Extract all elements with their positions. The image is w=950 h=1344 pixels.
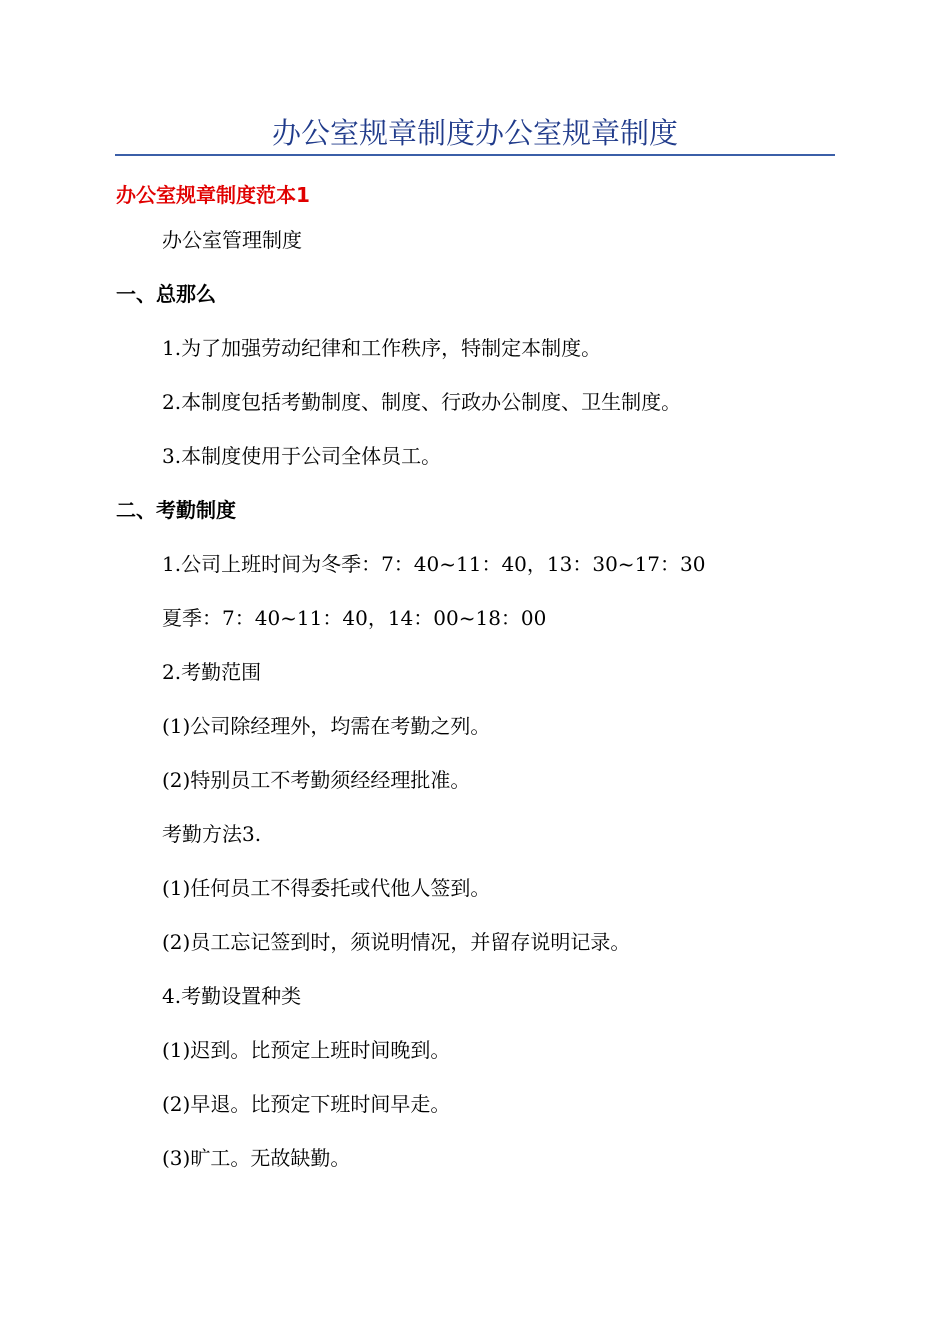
attendance-line: 1.公司上班时间为冬季：7：40~11：40，13：30~17：30 <box>162 552 706 576</box>
attendance-line: (2)早退。比预定下班时间早走。 <box>162 1092 451 1116</box>
attendance-line: (2)特别员工不考勤须经经理批准。 <box>162 768 471 792</box>
attendance-line: (1)任何员工不得委托或代他人签到。 <box>162 876 491 900</box>
attendance-line: (1)公司除经理外，均需在考勤之列。 <box>162 714 491 738</box>
section-title: 办公室规章制度范本1 <box>116 183 310 207</box>
heading-general: 一、总那么 <box>116 282 216 306</box>
document-title: 办公室规章制度办公室规章制度 <box>271 116 678 150</box>
attendance-line: (1)迟到。比预定上班时间晚到。 <box>162 1038 451 1062</box>
general-item-1: 1.为了加强劳动纪律和工作秩序，特制定本制度。 <box>162 336 602 360</box>
general-item-3: 3.本制度使用于公司全体员工。 <box>162 444 442 468</box>
attendance-line: 2.考勤范围 <box>162 660 262 684</box>
attendance-line: 4.考勤设置种类 <box>162 984 302 1008</box>
title-underline <box>115 154 835 156</box>
attendance-line: 夏季：7：40~11：40，14：00~18：00 <box>162 606 547 630</box>
attendance-line: 考勤方法3. <box>162 822 262 846</box>
subtitle: 办公室管理制度 <box>162 228 302 252</box>
general-item-2: 2.本制度包括考勤制度、制度、行政办公制度、卫生制度。 <box>162 390 682 414</box>
attendance-line: (2)员工忘记签到时，须说明情况，并留存说明记录。 <box>162 930 631 954</box>
attendance-line: (3)旷工。无故缺勤。 <box>162 1146 351 1170</box>
heading-attendance: 二、考勤制度 <box>116 498 236 522</box>
